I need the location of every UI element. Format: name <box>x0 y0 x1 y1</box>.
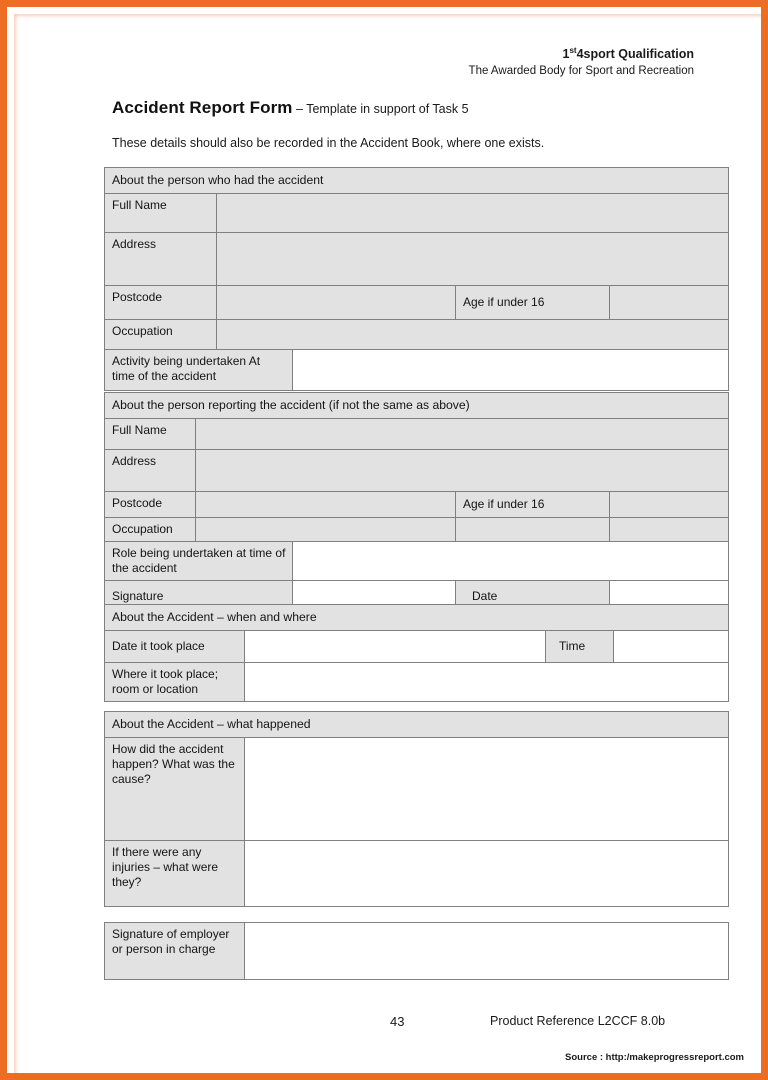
table-row <box>105 518 729 542</box>
table-row <box>105 738 729 841</box>
table-row <box>105 233 729 286</box>
input-full-name[interactable] <box>217 194 729 233</box>
label-occupation: Occupation <box>105 320 217 350</box>
table-row <box>105 350 729 391</box>
table-row <box>105 542 729 581</box>
label-employer-signature: Signature of employer or person in charge <box>105 923 245 980</box>
table-row <box>105 663 729 702</box>
input-reporter-full-name[interactable] <box>196 419 729 450</box>
table-employer-signature <box>104 922 729 980</box>
label-reporter-signature: Signature <box>105 581 293 613</box>
input-address[interactable] <box>217 233 729 286</box>
input-time[interactable] <box>614 631 729 663</box>
section-heading-what-happened: About the Accident – what happened <box>105 712 729 738</box>
table-row <box>105 631 729 663</box>
input-occupation[interactable] <box>217 320 729 350</box>
input-reporter-occupation-extra-a[interactable] <box>456 518 610 542</box>
input-injuries[interactable] <box>245 841 729 907</box>
table-row <box>105 450 729 492</box>
page-title-sub: – Template in support of Task 5 <box>292 102 469 116</box>
intro-text: These details should also be recorded in the Accident Book, where one exists. <box>112 136 545 150</box>
section-heading-when-where: About the Accident – when and where <box>105 605 729 631</box>
label-full-name: Full Name <box>105 194 217 233</box>
input-postcode[interactable] <box>217 286 456 320</box>
label-where-took-place: Where it took place; room or location <box>105 663 245 702</box>
input-age-if-under-16[interactable] <box>610 286 729 320</box>
table-row <box>105 712 729 738</box>
input-reporter-address[interactable] <box>196 450 729 492</box>
footer-page-number: 43 <box>390 1014 405 1029</box>
table-row <box>105 286 729 320</box>
page-title <box>112 98 469 118</box>
table-row <box>105 605 729 631</box>
table-accident-when-where <box>104 604 729 702</box>
page-title-main: Accident Report Form <box>112 98 293 117</box>
input-how-did-accident-happen[interactable] <box>245 738 729 841</box>
section-heading-person-reporting: About the person reporting the accident (if not the same as above) <box>105 393 729 419</box>
table-person-who-had-accident <box>104 167 729 391</box>
input-activity-undertaken[interactable] <box>293 350 729 391</box>
label-address: Address <box>105 233 217 286</box>
input-reporter-occupation-extra-b[interactable] <box>610 518 729 542</box>
table-row <box>105 492 729 518</box>
label-date-took-place: Date it took place <box>105 631 245 663</box>
table-person-reporting-accident <box>104 392 729 613</box>
input-date-took-place[interactable] <box>245 631 546 663</box>
brand-name <box>469 46 694 62</box>
table-accident-what-happened <box>104 711 729 907</box>
section-heading-person-accident: About the person who had the accident <box>105 168 729 194</box>
label-time: Time <box>546 631 614 663</box>
brand-tagline: The Awarded Body for Sport and Recreation <box>468 65 694 77</box>
brand-rest: 4sport Qualification <box>576 47 694 61</box>
footer-product-reference: Product Reference L2CCF 8.0b <box>490 1014 666 1028</box>
input-reporter-postcode[interactable] <box>196 492 456 518</box>
table-row <box>105 393 729 419</box>
input-where-took-place[interactable] <box>245 663 729 702</box>
input-reporter-age-if-under-16[interactable] <box>610 492 729 518</box>
table-row <box>105 320 729 350</box>
label-role-undertaken: Role being undertaken at time of the accident <box>105 542 293 581</box>
label-postcode: Postcode <box>105 286 217 320</box>
label-age-if-under-16: Age if under 16 <box>456 286 610 320</box>
input-employer-signature[interactable] <box>245 923 729 980</box>
input-reporter-occupation[interactable] <box>196 518 456 542</box>
footer-source-attribution: Source : http:/makeprogressreport.com <box>565 1052 744 1063</box>
table-row <box>105 841 729 907</box>
input-role-undertaken[interactable] <box>293 542 729 581</box>
label-reporter-date: Date <box>456 581 610 613</box>
label-activity-undertaken: Activity being undertaken At time of the accident <box>105 350 293 391</box>
brand-superscript: st <box>569 45 577 55</box>
table-row <box>105 168 729 194</box>
masthead <box>469 46 694 79</box>
label-reporter-address: Address <box>105 450 196 492</box>
label-reporter-postcode: Postcode <box>105 492 196 518</box>
label-reporter-occupation: Occupation <box>105 518 196 542</box>
label-reporter-age-if-under-16: Age if under 16 <box>456 492 610 518</box>
brand-prefix: 1 <box>562 47 570 61</box>
table-row <box>105 419 729 450</box>
table-row <box>105 194 729 233</box>
table-row <box>105 923 729 980</box>
label-injuries: If there were any injuries – what were they? <box>105 841 245 907</box>
label-how-did-accident-happen: How did the accident happen? What was the cause? <box>105 738 245 841</box>
label-reporter-full-name: Full Name <box>105 419 196 450</box>
